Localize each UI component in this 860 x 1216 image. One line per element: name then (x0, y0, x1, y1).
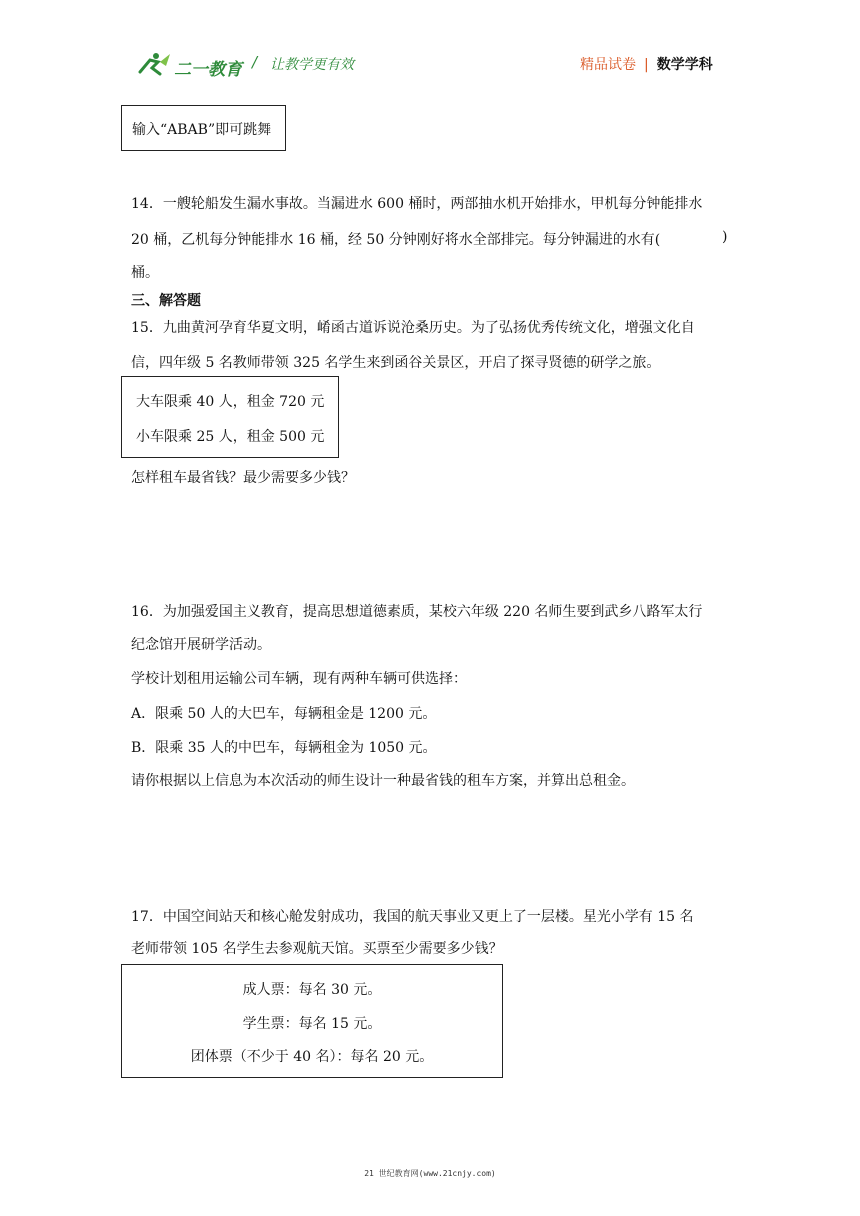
q16-line4: 请你根据以上信息为本次活动的师生设计一种最省钱的租车方案，并算出总租金。 (131, 773, 635, 789)
q14-line1: 14．一艘轮船发生漏水事故。当漏进水 600 桶时，两部抽水机开始排水，甲机每分钟能排水 (131, 196, 703, 212)
q16-option-a: A．限乘 50 人的大巴车，每辆租金是 1200 元。 (131, 706, 437, 722)
q16-line3: 学校计划租用运输公司车辆，现有两种车辆可供选择： (131, 671, 467, 687)
q14-blank-close: ) (722, 229, 728, 245)
dance-box (121, 105, 286, 151)
header-slash: / (252, 53, 258, 71)
q14-line3: 桶。 (131, 265, 159, 281)
q15-box-line1: 大车限乘 40 人，租金 720 元 (136, 394, 325, 410)
q17-line2: 老师带领 105 名学生去参观航天馆。买票至少需要多少钱？ (131, 941, 503, 957)
tag-premium: 精品试卷 (580, 57, 636, 73)
tag-separator: | (644, 57, 649, 73)
q15-box-line2: 小车限乘 25 人，租金 500 元 (136, 429, 325, 445)
q16-option-b: B．限乘 35 人的中巴车，每辆租金为 1050 元。 (131, 740, 437, 756)
logo-text: 二一教育 (174, 60, 242, 80)
q16-line1: 16．为加强爱国主义教育，提高思想道德素质，某校六年级 220 名师生要到武乡八路军太行 (131, 604, 703, 620)
q15-line2: 信，四年级 5 名教师带领 325 名学生来到函谷关景区，开启了探寻贤德的研学之旅。 (131, 355, 661, 371)
q17-adult-ticket: 成人票：每名 30 元。 (242, 982, 382, 998)
dance-box-text: 输入“ABAB”即可跳舞 (132, 122, 272, 138)
section-heading: 三、解答题 (131, 293, 201, 309)
q15-line1: 15．九曲黄河孕育华夏文明，崤函古道诉说沧桑历史。为了弘扬优秀传统文化，增强文化自 (131, 320, 695, 336)
q17-ticket-box (121, 964, 503, 1078)
brand-logo (136, 50, 246, 80)
q15-question: 怎样租车最省钱？最少需要多少钱？ (131, 470, 355, 486)
header-slogan: 让教学更有效 (270, 57, 354, 73)
header-tags (580, 54, 713, 74)
q17-line1: 17．中国空间站天和核心舱发射成功，我国的航天事业又更上了一层楼。星光小学有 15 名 (131, 909, 694, 925)
q14-line2: 20 桶，乙机每分钟能排水 16 桶，经 50 分钟刚好将水全部排完。每分钟漏进的水有( (131, 232, 661, 248)
q15-info-box (121, 376, 339, 458)
q17-student-ticket: 学生票：每名 15 元。 (242, 1016, 382, 1032)
q17-group-ticket: 团体票（不少于 40 名）：每名 20 元。 (190, 1049, 434, 1065)
q16-line2: 纪念馆开展研学活动。 (131, 637, 271, 653)
tag-subject: 数学学科 (656, 57, 713, 73)
page-footer: 21 世纪教育网(www.21cnjy.com) (364, 1169, 496, 1178)
